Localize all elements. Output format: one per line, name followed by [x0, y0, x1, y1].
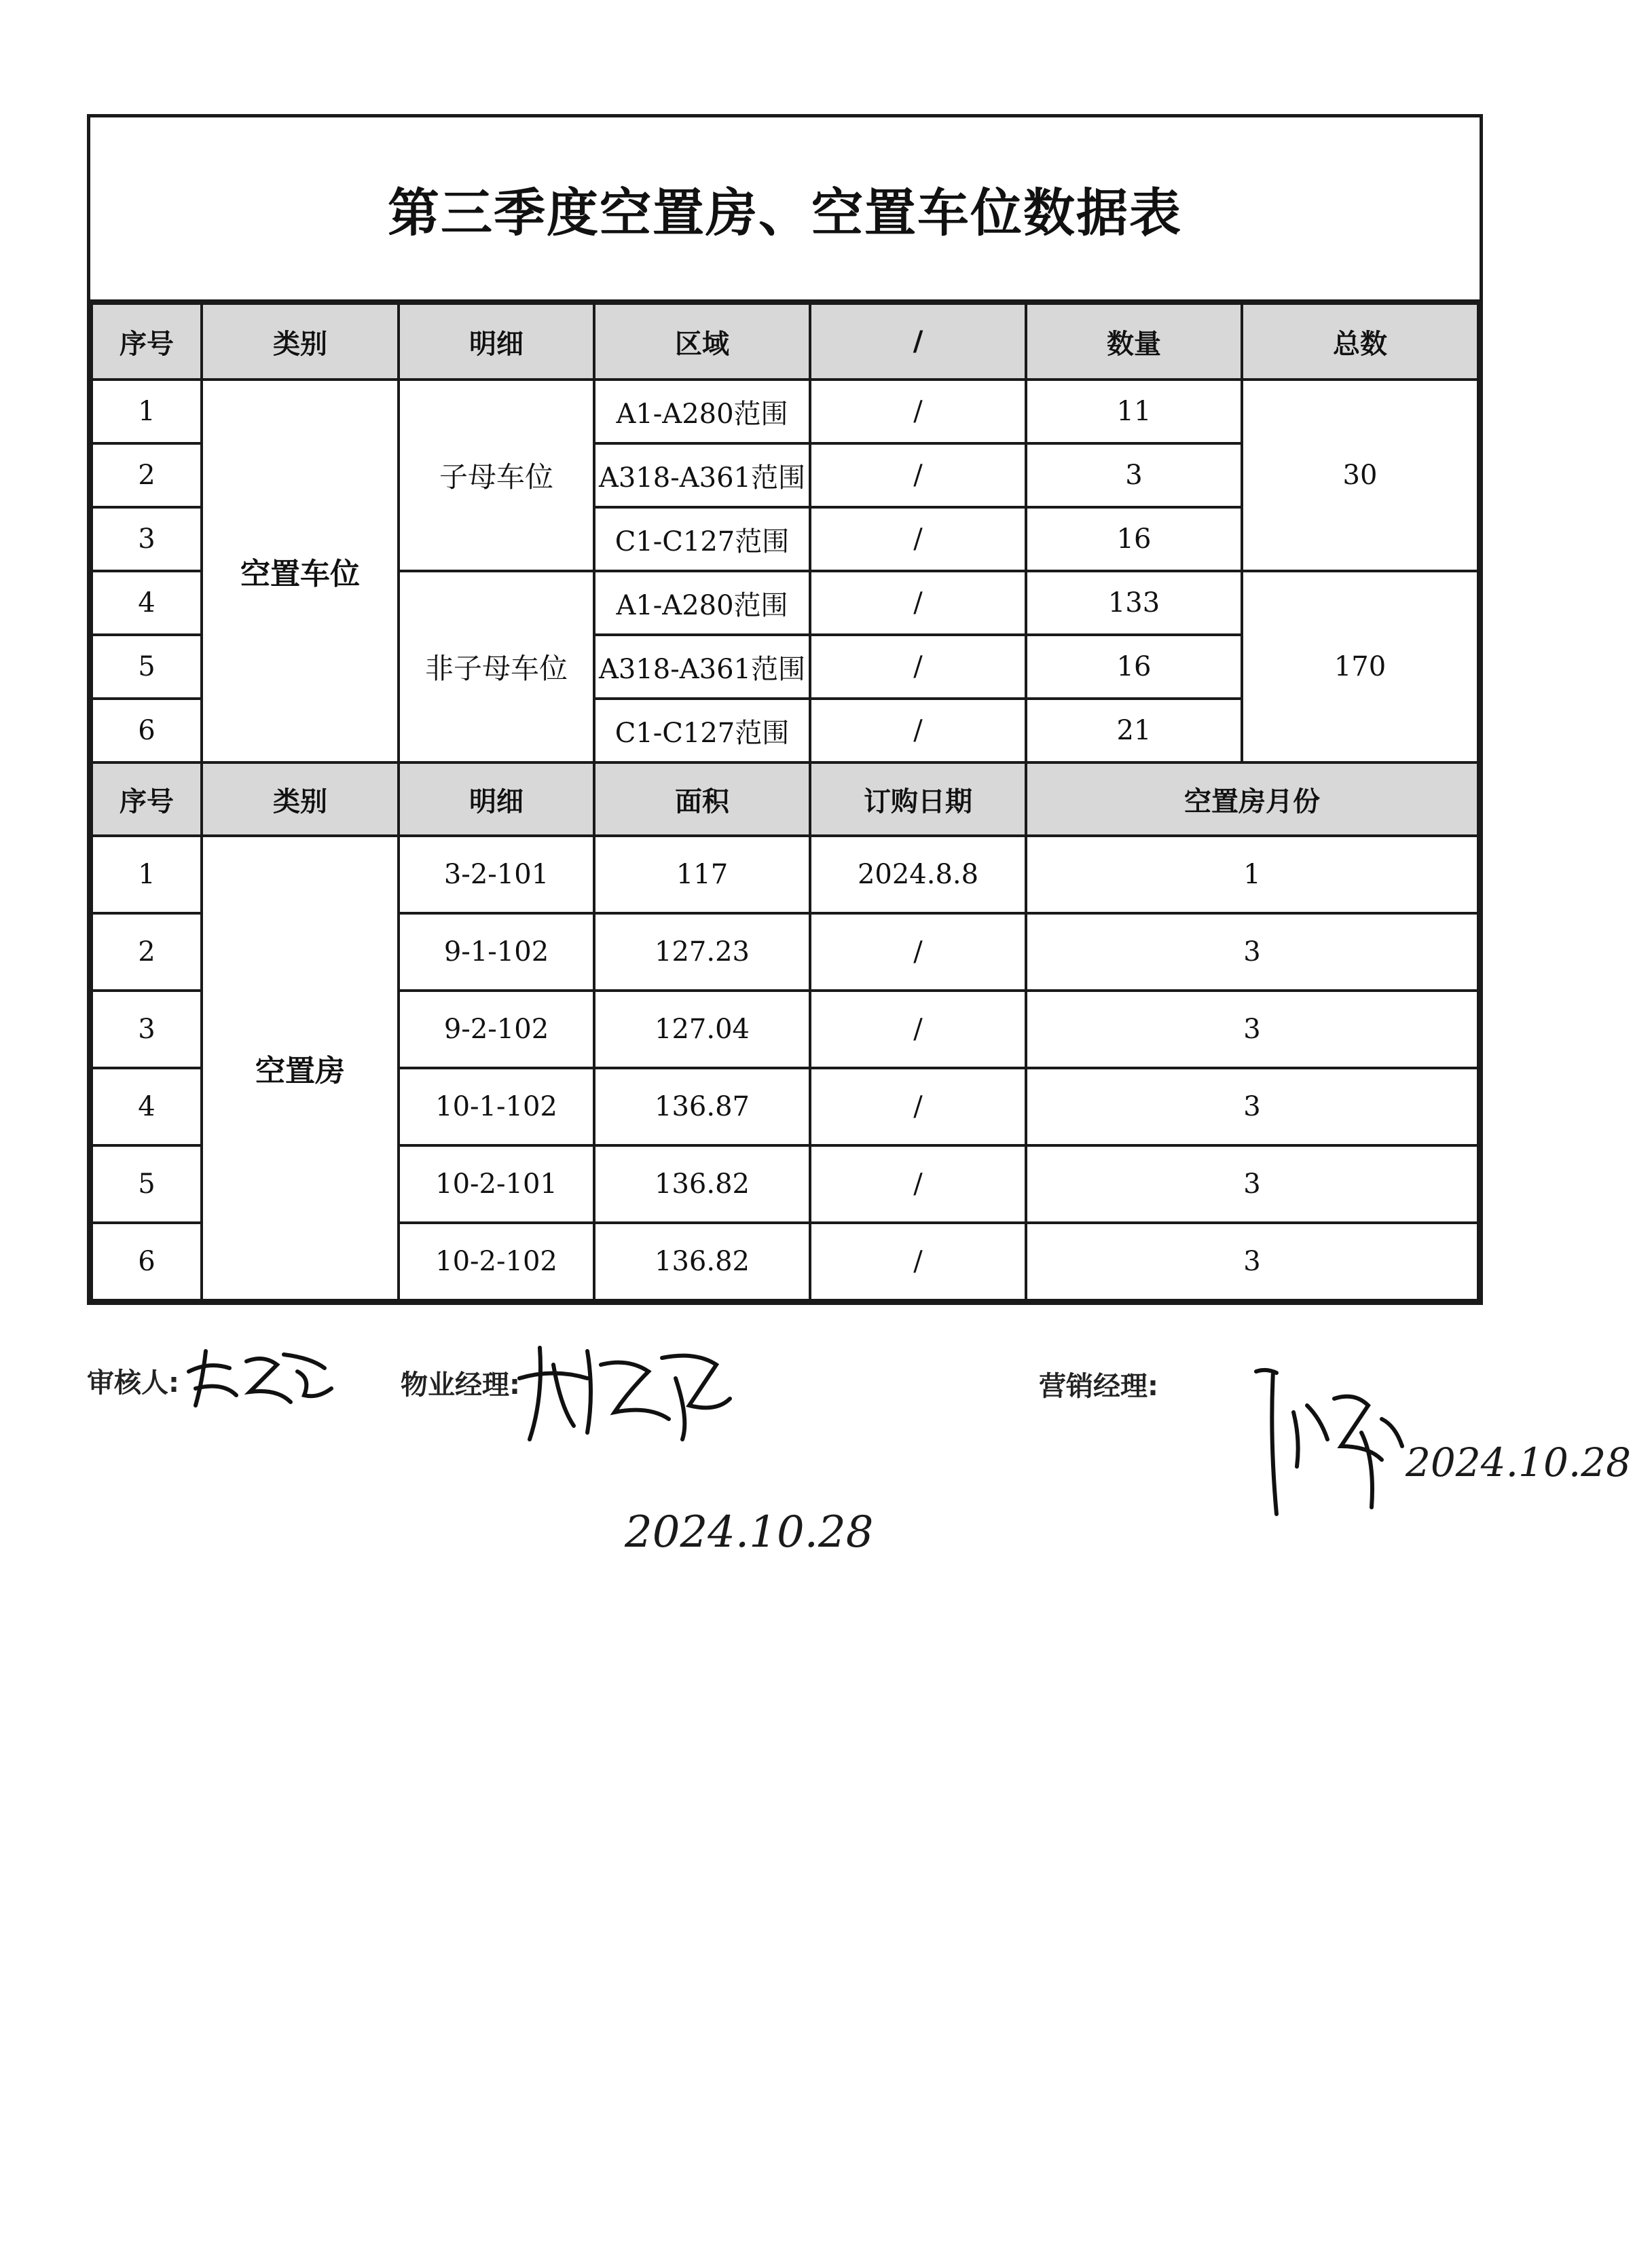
detail-cell: 9-1-102	[399, 913, 594, 991]
row-no: 5	[92, 1145, 202, 1223]
slash-cell: /	[810, 635, 1026, 699]
zone-cell: A318-A361范围	[594, 635, 810, 699]
slash-cell: /	[810, 571, 1026, 635]
slash-cell: /	[810, 507, 1026, 571]
marketing-manager-date: 2024.10.28	[1406, 1439, 1632, 1486]
count-cell: 3	[1026, 443, 1242, 507]
sheet-title: 第三季度空置房、空置车位数据表	[90, 117, 1480, 302]
date-cell: /	[810, 1068, 1026, 1145]
reviewer-label: 审核人:	[87, 1367, 179, 1399]
header-order-date: 订购日期	[810, 762, 1026, 836]
rooms-table	[90, 761, 1480, 1302]
count-cell: 21	[1026, 699, 1242, 762]
property-manager-date: 2024.10.28	[625, 1507, 874, 1558]
detail-cell: 非子母车位	[399, 571, 594, 762]
row-no: 1	[92, 836, 202, 913]
row-no: 2	[92, 443, 202, 507]
header-zone: 区域	[594, 303, 810, 380]
zone-cell: C1-C127范围	[594, 507, 810, 571]
area-cell: 136.87	[594, 1068, 810, 1145]
parking-table	[90, 302, 1480, 764]
header-detail: 明细	[399, 762, 594, 836]
header-vacant-months: 空置房月份	[1026, 762, 1478, 836]
row-no: 6	[92, 699, 202, 762]
rooms-header-row	[92, 762, 1478, 836]
row-no: 2	[92, 913, 202, 991]
date-cell: /	[810, 913, 1026, 991]
table-row	[92, 380, 1478, 443]
months-cell: 3	[1026, 991, 1478, 1068]
header-total: 总数	[1242, 303, 1478, 380]
property-manager-signature	[513, 1338, 737, 1446]
property-manager-label: 物业经理:	[401, 1369, 520, 1401]
slash-cell: /	[810, 380, 1026, 443]
row-no: 3	[92, 507, 202, 571]
reviewer-signature	[182, 1341, 338, 1416]
date-cell: /	[810, 1223, 1026, 1300]
header-no: 序号	[92, 303, 202, 380]
area-cell: 117	[594, 836, 810, 913]
count-cell: 16	[1026, 635, 1242, 699]
zone-cell: A318-A361范围	[594, 443, 810, 507]
header-slash: /	[810, 303, 1026, 380]
category-cell: 空置房	[202, 836, 399, 1300]
parking-header-row	[92, 303, 1478, 380]
area-cell: 127.23	[594, 913, 810, 991]
row-no: 4	[92, 571, 202, 635]
detail-cell: 3-2-101	[399, 836, 594, 913]
date-cell: /	[810, 1145, 1026, 1223]
zone-cell: C1-C127范围	[594, 699, 810, 762]
header-area: 面积	[594, 762, 810, 836]
total-cell: 30	[1242, 380, 1478, 571]
marketing-manager-label: 营销经理:	[1039, 1371, 1158, 1402]
count-cell: 16	[1026, 507, 1242, 571]
row-no: 5	[92, 635, 202, 699]
total-cell: 170	[1242, 571, 1478, 762]
row-no: 6	[92, 1223, 202, 1300]
months-cell: 3	[1026, 1145, 1478, 1223]
row-no: 3	[92, 991, 202, 1068]
months-cell: 3	[1026, 1223, 1478, 1300]
zone-cell: A1-A280范围	[594, 380, 810, 443]
detail-cell: 10-2-102	[399, 1223, 594, 1300]
zone-cell: A1-A280范围	[594, 571, 810, 635]
area-cell: 127.04	[594, 991, 810, 1068]
detail-cell: 子母车位	[399, 380, 594, 571]
months-cell: 1	[1026, 836, 1478, 913]
slash-cell: /	[810, 699, 1026, 762]
months-cell: 3	[1026, 1068, 1478, 1145]
slash-cell: /	[810, 443, 1026, 507]
header-category: 类别	[202, 762, 399, 836]
row-no: 4	[92, 1068, 202, 1145]
detail-cell: 10-2-101	[399, 1145, 594, 1223]
count-cell: 133	[1026, 571, 1242, 635]
count-cell: 11	[1026, 380, 1242, 443]
detail-cell: 10-1-102	[399, 1068, 594, 1145]
header-count: 数量	[1026, 303, 1242, 380]
date-cell: 2024.8.8	[810, 836, 1026, 913]
data-sheet	[87, 114, 1483, 1305]
header-category: 类别	[202, 303, 399, 380]
area-cell: 136.82	[594, 1145, 810, 1223]
table-row	[92, 836, 1478, 913]
header-no: 序号	[92, 762, 202, 836]
marketing-manager-signature	[1246, 1358, 1409, 1521]
months-cell: 3	[1026, 913, 1478, 991]
area-cell: 136.82	[594, 1223, 810, 1300]
row-no: 1	[92, 380, 202, 443]
date-cell: /	[810, 991, 1026, 1068]
header-detail: 明细	[399, 303, 594, 380]
detail-cell: 9-2-102	[399, 991, 594, 1068]
category-cell: 空置车位	[202, 380, 399, 762]
